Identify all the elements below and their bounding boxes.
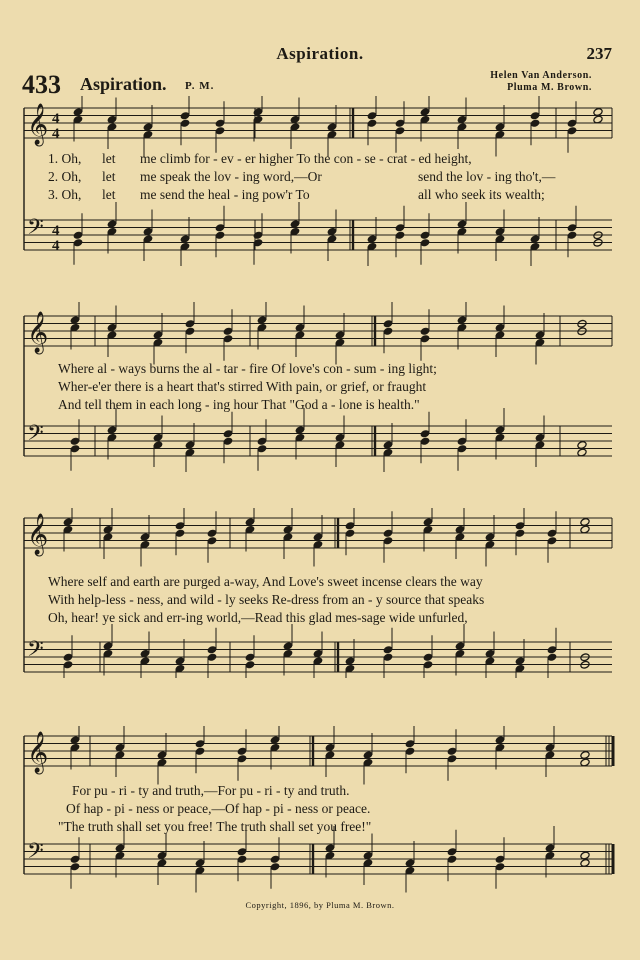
note-chord — [580, 653, 590, 669]
note-chord — [223, 309, 233, 361]
bass-clef-icon: 𝄢 — [27, 421, 44, 451]
treble-staff — [24, 302, 612, 365]
note-chord — [140, 632, 150, 679]
lyric-fragment: 1. Oh, — [48, 151, 82, 166]
lyric-fragment: let — [102, 169, 116, 184]
author-credit: Helen Van Anderson. — [490, 70, 592, 81]
lyric-fragment: And tell them in each long - ing hour That "God a - lone is health." — [58, 397, 420, 412]
note-chord — [423, 508, 433, 552]
note-chord — [420, 412, 430, 464]
note-chord — [530, 217, 540, 266]
treble-staff — [24, 508, 612, 567]
note-chord — [547, 511, 557, 563]
note-chord — [180, 217, 190, 266]
note-chord — [63, 508, 73, 552]
lyric-fragment: Where self and earth are purged a-way, And Love's sweet incense clears the way — [48, 574, 483, 589]
note-chord — [185, 423, 195, 472]
note-chord — [103, 508, 113, 559]
note-chord — [237, 729, 247, 781]
note-chord — [485, 632, 495, 679]
note-chord — [270, 726, 280, 770]
lyric-line — [0, 187, 640, 205]
note-chord — [215, 101, 225, 153]
lyric-fragment: 2. Oh, — [48, 169, 82, 184]
note-chord — [577, 319, 587, 335]
note-chord — [420, 309, 430, 361]
composer-credit: Pluma M. Brown. — [507, 82, 592, 93]
note-chord — [547, 628, 557, 678]
lyric-fragment: Where al - ways burns the al - tar - fire Of love's con - sum - ing light; — [58, 361, 437, 376]
time-signature-icon: 4 — [52, 238, 60, 254]
note-chord — [367, 217, 377, 266]
note-chord — [215, 206, 225, 258]
note-chord — [420, 213, 430, 265]
lyric-line — [0, 379, 640, 397]
note-chord — [383, 628, 393, 678]
hymn-number: 433 — [22, 70, 61, 99]
bass-staff — [24, 624, 612, 678]
treble-clef-icon: 𝄞 — [27, 104, 49, 145]
note-chord — [313, 632, 323, 679]
bass-clef-icon: 𝄢 — [27, 637, 44, 667]
lyric-fragment: let — [102, 151, 116, 166]
note-chord — [223, 412, 233, 464]
note-chord — [70, 837, 80, 889]
note-chord — [70, 419, 80, 471]
note-chord — [245, 508, 255, 552]
note-chord — [70, 302, 80, 350]
note-chord — [70, 726, 80, 770]
lyric-fragment: For pu - ri - ty and truth,—For pu - ri - ty and truth. — [72, 783, 350, 798]
lyric-fragment: me speak the lov - ing word,—Or — [140, 169, 322, 184]
note-chord — [495, 837, 505, 889]
note-chord — [383, 423, 393, 472]
note-chord — [257, 419, 267, 471]
note-chord — [447, 830, 457, 882]
note-chord — [593, 231, 603, 247]
running-head: Aspiration. — [276, 44, 364, 63]
bass-clef-icon: 𝄢 — [27, 215, 44, 245]
lyric-line — [0, 819, 640, 837]
note-chord — [495, 726, 505, 770]
note-chord — [447, 729, 457, 781]
note-chord — [253, 96, 263, 142]
note-chord — [567, 206, 577, 258]
note-chord — [73, 213, 83, 265]
note-chord — [567, 101, 577, 153]
treble-clef-icon: 𝄞 — [27, 514, 49, 555]
note-chord — [257, 302, 267, 350]
treble-staff — [24, 96, 612, 157]
lyric-line — [0, 361, 640, 379]
lyric-line — [0, 574, 640, 592]
note-chord — [545, 726, 555, 777]
lyric-fragment: With help-less - ness, and wild - ly seeks Re-dress from an - y source that speaks — [48, 592, 485, 607]
treble-clef-icon: 𝄞 — [27, 312, 49, 353]
bass-staff — [24, 202, 612, 266]
lyric-fragment: "The truth shall set you free! The truth shall set you free!" — [58, 819, 372, 834]
lyric-line — [0, 397, 640, 415]
bass-staff — [24, 408, 612, 472]
lyric-line — [0, 801, 640, 819]
lyric-line — [0, 169, 640, 187]
note-chord — [115, 726, 125, 777]
hymn-title: Aspiration. — [80, 74, 167, 94]
lyric-fragment: me climb for - ev - er higher To the con - se - crat - ed height, — [140, 151, 472, 166]
lyric-fragment: Wher-e'er there is a heart that's stirred With pain, or grief, or fraught — [58, 379, 427, 394]
copyright-notice: Copyright, 1896, by Pluma M. Brown. — [245, 900, 395, 910]
lyric-fragment: 3. Oh, — [48, 187, 82, 202]
note-chord — [455, 508, 465, 559]
note-chord — [383, 511, 393, 563]
note-chord — [207, 511, 217, 563]
treble-staff — [24, 726, 613, 785]
lyric-line — [0, 610, 640, 628]
note-chord — [395, 101, 405, 153]
note-chord — [253, 213, 263, 265]
note-chord — [420, 96, 430, 142]
lyric-line — [0, 151, 640, 169]
bass-clef-icon: 𝄢 — [27, 839, 44, 869]
time-signature-icon: 4 — [52, 111, 60, 127]
treble-clef-icon: 𝄞 — [27, 732, 49, 773]
lyric-fragment: let — [102, 187, 116, 202]
lyric-fragment: send the lov - ing tho't,— — [418, 169, 556, 184]
note-chord — [237, 830, 247, 882]
lyric-fragment: Of hap - pi - ness or peace,—Of hap - pi - ness or peace. — [66, 801, 371, 816]
lyric-line — [0, 592, 640, 610]
meter-marking: P. M. — [185, 80, 215, 92]
note-chord — [457, 302, 467, 350]
note-chord — [395, 206, 405, 258]
note-chord — [283, 508, 293, 559]
lyric-fragment: all who seek its wealth; — [418, 187, 545, 202]
note-chord — [270, 837, 280, 889]
lyric-fragment: Oh, hear! ye sick and err-ing world,—Read this glad mes-sage wide unfurled, — [48, 610, 468, 625]
lyric-fragment: me send the heal - ing pow'r To — [140, 187, 310, 202]
note-chord — [207, 628, 217, 678]
note-chord — [73, 96, 83, 142]
note-chord — [325, 726, 335, 777]
page-number: 237 — [586, 44, 612, 63]
time-signature-icon: 4 — [52, 223, 60, 239]
time-signature-icon: 4 — [52, 126, 60, 142]
note-chord — [457, 419, 467, 471]
lyric-line — [0, 783, 640, 801]
